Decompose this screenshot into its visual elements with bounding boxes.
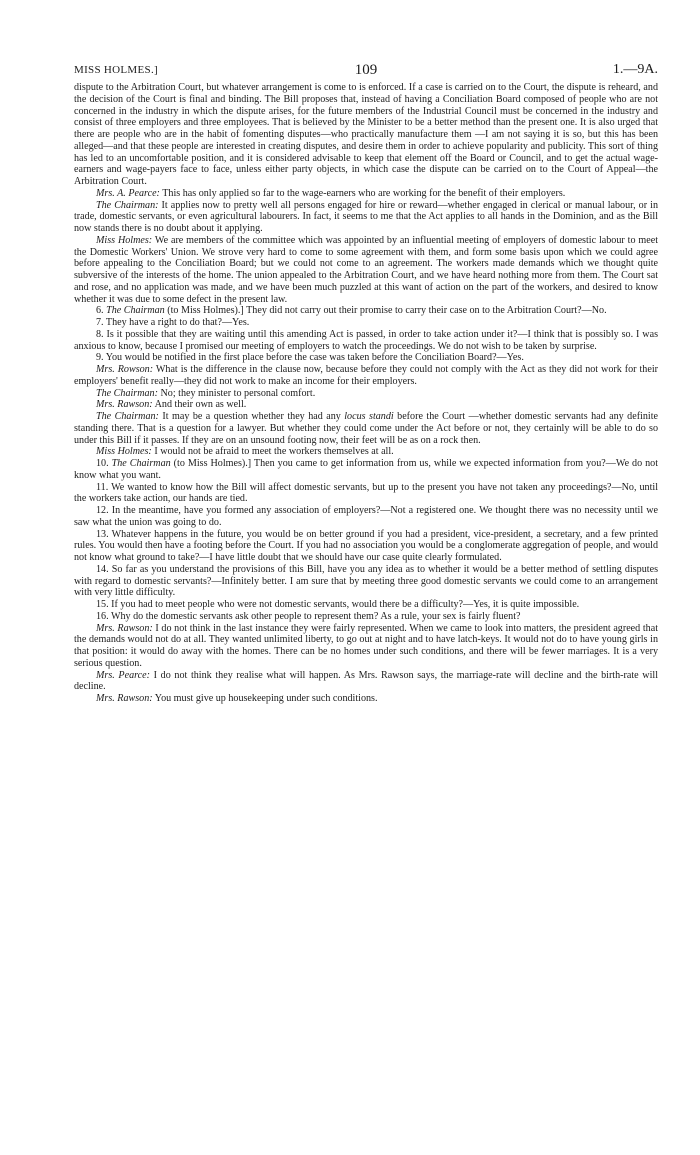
header-page-number: 109 xyxy=(354,62,378,78)
question-paragraph: 13. Whatever happens in the future, you would be on better ground if you had a president, vice-president, a secretary, and a few printed rules. You would then have a footing before the Court. If you had no association you would be a conglomerate aggregation of people, and would not know what ground to take?—I have little doubt that we should have our case quite clearly formulated. xyxy=(74,528,658,563)
speaker: Mrs. Rowson: xyxy=(96,364,154,375)
page-body xyxy=(74,82,658,705)
paragraph: dispute to the Arbitration Court, but whatever arrangement is come to is enforced. If a case is carried on to the Court, the dispute is reheard, and the decision of the Court is final and binding. The Bill proposes that, instead of having a Conciliation Board composed of people who are not concerned in the industry in which the dispute arises, for the future members of the Industrial Council must be concerned in the industry and consist of three employers and three employees. That is believed by the Minister to be a better method than the present one. It is also urged that there are people who are in the habit of fomenting disputes—who practically manufacture them —I am not saying it is so, but this has been alleged—and that these people are interested in creating disputes, and desire them in order to achieve popularity and publicity. This sort of thing has led to an uncomfortable position, and it is considered advisable to keep that element off the Board or Council, and to get the actual wage-earners and wage-payers face to face, unless either party objects, in which case the dispute can be carried on to the Court of Appeal—the Arbitration Court. xyxy=(74,82,658,187)
question-number: 15. xyxy=(96,599,109,610)
speaker: The Chairman xyxy=(106,305,165,317)
speaker: The Chairman: xyxy=(96,199,159,211)
speaker: The Chairman xyxy=(111,458,171,469)
question-number: 14. xyxy=(96,563,109,575)
question-paragraph: 9. You would be notified in the first place before the case was taken before the Conciliation Board?—Yes. xyxy=(96,352,524,364)
paragraph: Mrs. Rawson: I do not think in the last instance they were fairly represented. When we came to look into matters, the president agreed that the demands would not do at all. They wanted unlimited liberty, to go out at night and to have latch-keys. It would not do to have young girls in that position: it would do away with the homes. There can be no homes under such conditions, and there will be fewer marriages. It is a very serious question. xyxy=(74,622,658,669)
paragraph: The Chairman: No; they minister to personal comfort. xyxy=(96,387,316,399)
question-paragraph: 10. The Chairman (to Miss Holmes).] Then you came to get information from us, while we expected information from you?—We do not know what you want. xyxy=(74,458,659,481)
speaker: Miss Holmes: xyxy=(96,234,153,246)
speaker: Miss Holmes: xyxy=(96,446,152,458)
speaker: The Chairman: xyxy=(96,387,158,399)
question-number: 8. xyxy=(96,328,104,340)
paragraph: The Chairman: It may be a question whether they had any locus standi before the Court —whether domestic servants had any definite standing there. That is a question for a lawyer. But whether they could come under the Act before or not, they certainly will be able to do so under this Bill if it passes. If they are on an unsound footing now, their feet will be as on a rock then. xyxy=(74,411,658,446)
question-paragraph: 14. So far as you understand the provisions of this Bill, have you any idea as to whether it would be a better method of settling disputes with regard to domestic servants?—Infinitely better. I am sure that by meeting three good domestic servants we could come to an arrangement with very little difficulty. xyxy=(74,563,658,599)
latin-phrase: locus standi xyxy=(344,411,394,422)
speaker: Mrs. Rawson: xyxy=(96,693,153,704)
question-paragraph: 15. If you had to meet people who were not domestic servants, would there be a difficulty?—Yes, it is quite impossible. xyxy=(96,599,580,610)
speaker: Mrs. Rawson: xyxy=(96,622,153,634)
question-paragraph: 6. The Chairman (to Miss Holmes).] They did not carry out their promise to carry their case on to the Arbitration Court?—No. xyxy=(96,305,607,317)
paragraph: Mrs. Rawson: You must give up housekeeping under such conditions. xyxy=(96,693,378,704)
speaker: Mrs. Pearce: xyxy=(96,669,151,681)
speaker: Mrs. A. Pearce: xyxy=(96,187,160,199)
speaker: The Chairman: xyxy=(96,411,159,422)
question-paragraph: 12. In the meantime, have you formed any association of employers?—Not a registered one. We thought there was no necessity until we saw what the union was going to do. xyxy=(74,505,658,528)
paragraph: Mrs. Rawson: And their own as well. xyxy=(96,399,247,411)
header-paper-ref: 1.—9A. xyxy=(612,62,658,77)
paragraph: Miss Holmes: I would not be afraid to meet the workers themselves at all. xyxy=(96,446,394,458)
paragraph: Mrs. Pearce: I do not think they realise what will happen. As Mrs. Rawson says, the marriage-rate will decline and the birth-rate will decline. xyxy=(74,669,658,693)
question-number: 9. xyxy=(96,352,104,364)
question-paragraph: 11. We wanted to know how the Bill will affect domestic servants, but up to the present you have not taken any proceedings?—No, until the workers take action, our hands are tied. xyxy=(74,481,659,505)
question-paragraph: 7. They have a right to do that?—Yes. xyxy=(96,317,250,328)
question-number: 12. xyxy=(96,505,109,516)
speaker: Mrs. Rawson: xyxy=(96,399,153,411)
question-number: 16. xyxy=(96,610,109,622)
question-number: 11. xyxy=(96,481,109,493)
question-number: 7. xyxy=(96,317,104,328)
question-number: 10. xyxy=(96,458,109,469)
page-header xyxy=(74,62,658,80)
paragraph: Mrs. Rowson: What is the difference in the clause now, because before they could not comply with the Act as they did not work for their employers' benefit really—they did not work to make an income for their employers. xyxy=(74,364,659,387)
question-number: 6. xyxy=(96,305,104,317)
paragraph: Mrs. A. Pearce: This has only applied so far to the wage-earners who are working for the benefit of their employers. xyxy=(96,187,566,199)
question-number: 13. xyxy=(96,528,109,540)
question-paragraph: 8. Is it possible that they are waiting until this amending Act is passed, in order to take action under it?—I think that is possibly so. I was anxious to know, because I promised our meeting of employers to watch the proceedings. We do not wish to be taken by surprise. xyxy=(74,328,658,352)
question-paragraph: 16. Why do the domestic servants ask other people to represent them? As a rule, your sex is fairly fluent? xyxy=(96,610,521,622)
paragraph: Miss Holmes: We are members of the committee which was appointed by an influential meeting of employers of domestic labour to meet the Domestic Workers' Union. We strove very hard to come to some agreement with them, and form some basis upon which we could agree before appealing to the Conciliation Board; but we could not come to an agreement. The workers made demands which we thought quite subversive of the interests of the home. The union appealed to the Arbitration Court, and we have heard nothing more from them. The Court sat and rose, and no application was made, and we have been much puzzled at this want of action on the part of the workers, and desired to know whether it was due to some defect in the present law. xyxy=(74,234,658,305)
header-witness: MISS HOLMES.] xyxy=(74,64,158,76)
paragraph: The Chairman: It applies now to pretty well all persons engaged for hire or reward—whether engaged in clerical or manual labour, or in trade, domestic servants, or even agricultural labourers. In fact, it seems to me that the Act applies to all hands in the Dominion, and as the Bill now stands there is no doubt about it applying. xyxy=(74,199,658,234)
